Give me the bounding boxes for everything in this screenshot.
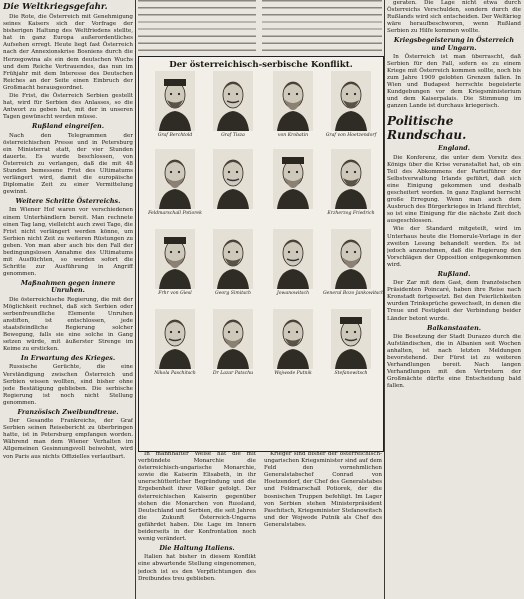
article-paragraph: Der Zar mit dem Gast, dem französischen Präsidenten Poincaré, haben ihre Reise nach Kronstadt fortgesetzt. Bei den Feierlichkeiten wurden Trinksprüche gewechselt, in denen die Treue und Festigkeit der Verbindung beider Länder betont wurde.	[387, 280, 521, 322]
subheading: Rußland eingreifen.	[32, 122, 104, 131]
lower-left-column	[138, 451, 256, 599]
portrait	[265, 71, 321, 143]
portrait	[265, 149, 321, 221]
portrait-image	[331, 149, 371, 209]
portrait-caption: Feldmarschall Potiorek	[148, 211, 202, 216]
subheading: Kriegsbegeisterung in Österreich und Ungarn.	[393, 36, 515, 52]
subheading: Balkanstaaten.	[427, 323, 481, 332]
portrait	[205, 149, 261, 221]
portrait-image	[155, 229, 195, 289]
subheading: Weitere Schritte Österreichs.	[15, 197, 121, 206]
portrait-caption: Georg Simitsch	[215, 291, 251, 296]
portrait-caption: Graf Berchtold	[157, 133, 193, 138]
portrait-image	[213, 309, 253, 369]
article-paragraph: In mannhafter Weise hat die mit verbündete Monarchie die österreichisch-ungarische Monarchie, sowie die Kaiserin Elisabeth, in ihr unerschütterlicher Begründung und die Ergebenheit ihrer Völker gefolgt. Der österreichischen Kaiserin gegenüber stehen die Monarchen von Russland, Deutschland und Serbien, die seit Jahren die Zukunft Österreich-Ungarns gefährdet haben. Die Lage im Innern beiderseits in der Konfrontation noch wenig verändert.	[138, 451, 256, 543]
lower-right-column	[264, 451, 382, 599]
article-paragraph: Die Rote, die Österreich mit Genehmigung seines Kaisers sich der Vorfrage der bisherigen Haltung des Weltfriedens stellte, hat in ganz Europa außerordentliches Aufsehen erregt. Heute liegt fast Österreich nach der Annexionskrise Bosniens durch die Herzegowina als ein dem deutschen Wuchs und dem Reiche Vertrauendes, das nun im Frühjahr mit dem Interesse des Deutschen Reiches an der Seite einen Einbruch der Großmacht herausgeordnet.	[3, 14, 133, 91]
portrait-image	[273, 309, 313, 369]
article-paragraph: Die Frist, die Österreich Serbien gestellt hat, wird für Serbien des Anlasses, so die Antwort zu geben hat, mit der in unseren Tagen gewünscht werden müsse.	[3, 93, 133, 121]
article-paragraph: Die österreichische Regierung, die mit der Möglichkeit rechnet, daß sich Serbien oder serbenfreundliche Elemente Unruhen anstiften, ist entschlossen, jede staatsfeindliche Regierung solcher Bewegung, falls sie eine solche in Gang setzen würde, mit äußerster Strenge im Keime zu ersticken.	[3, 296, 133, 353]
portrait-image	[273, 229, 313, 289]
portrait	[147, 149, 203, 221]
portrait-panel	[138, 56, 384, 452]
article-paragraph: Die Konferenz, die unter dem Vorsitz des Königs über die Krise veranstaltet hat, ob ein Teil des Abkommens der Parteiführer der Selbstverwaltung Irlands geführt, daß sich eine Einigung gekommen und deshalb gescheitert worden. In ganz England herrscht große Erregung. Wenn man auch dem Ausbruch des Bürgerkrieges in Irland fürchtet, so ist eine Einigung für die nächste Zeit doch ausgeschlossen.	[387, 154, 521, 225]
column-1	[3, 0, 133, 599]
portrait	[147, 309, 203, 381]
subheading: Rußland.	[437, 270, 471, 278]
column-3-top	[262, 0, 382, 54]
portrait	[205, 229, 261, 301]
column-4	[387, 0, 521, 599]
portrait	[147, 71, 203, 143]
portrait-image	[213, 229, 253, 289]
portrait-caption: Wojwode Putnik	[274, 371, 312, 376]
lower-middle-text	[138, 451, 382, 599]
subheading: England.	[438, 144, 470, 153]
column-rule	[384, 0, 385, 599]
subheading-italien: Die Haltung Italiens.	[159, 544, 235, 553]
portrait-image	[273, 71, 313, 131]
portrait	[323, 309, 379, 381]
article-paragraph: Italien hat bisher in diesem Konflikt eine abwartende Stellung eingenommen, jedoch ist es den Verpflichtungen des Dreibundes treu geblieben.	[138, 554, 256, 582]
article-paragraph: Russische Gerüchte, die eine Verständigung zwischen Österreich und Serbien wissen wollten, sind bisher ohne jede Bestätigung geblieben. Die serbische Regierung ist noch nicht Stellung genommen.	[3, 364, 133, 406]
portrait-image	[331, 71, 371, 131]
article-paragraph: In Österreich ist man überrascht, daß Serbien für den Fall, sofern es zu einem Kriege mit Österreich kommen sollte, noch bis zum Jahre 1909 gelobten Grenzen fallen. In Wien und Budapest herrschte begeisterte Kundgebungen vor dem Kriegsministerium und dem Kaiserpalais. Die Stimmung im ganzen Lande ist durchaus kriegerisch.	[387, 53, 521, 110]
portrait-caption: Graf von Hoetzendorf	[325, 133, 377, 138]
portrait	[265, 229, 321, 301]
portrait	[323, 229, 384, 301]
portrait-caption: Graf Tisza	[221, 133, 245, 138]
portrait-image	[155, 71, 195, 131]
article-paragraph: Wie der Standard mitgeteilt, wird im Unterhaus heute die Homerule-Vorlage in der zweiten Lesung behandelt werden. Es ist jedoch anzunehmen, daß die Regierung den Vorschlägen der Opposition entgegenkommen wird.	[387, 226, 521, 268]
portrait-caption: Dr Lazar Patschu	[212, 371, 254, 376]
portrait-caption: Nikola Paschitsch	[154, 371, 196, 376]
article-paragraph: Krieger sind bisher der österreichisch-ungarischen Kriegsminister sind auf dem Feld den vornehmlichen Generalstabschef Conrad von Hoetzendorf, der Chef des Generalstabes und Feldmarschall Potiorek, der die bosnischen Truppen befehligt. Im Lager von Serbien stehen Ministerpräsident Paschitsch, Kriegsminister Stefanowitsch und der Wojwode Putnik als Chef des Generalstabes.	[264, 451, 382, 528]
column-rule	[135, 0, 136, 599]
portrait-caption: Erzherzog Friedrich	[327, 211, 375, 216]
portrait-caption: General Bozo Jankowitsch	[323, 291, 384, 296]
headline-weltkriegsgefahr: Die Weltkriegsgefahr.	[3, 2, 108, 12]
portrait-caption: Jowanowitsch	[276, 291, 310, 296]
headline-politische-rundschau: Politische Rundschau.	[387, 114, 467, 143]
text-lines	[262, 0, 382, 54]
article-paragraph: Die Besetzung der Stadt Durazzo durch die Aufständischen, die in Albanien seit Wochen anhalten, ist nach letzten Meldungen bevorstehend. Der Fürst ist zu weiteren Verhandlungen bereit. Nach langen Verhandlungen mit den Vertretern der Großmächte dürfte eine Entscheidung bald fallen.	[387, 333, 521, 390]
portrait-caption: von Krobatin	[277, 133, 309, 138]
subheading: Französisch Zweibundtreue.	[17, 407, 119, 416]
portrait-image	[155, 149, 195, 209]
portrait	[323, 149, 379, 221]
subheading: In Erwartung des Krieges.	[20, 354, 116, 363]
article-paragraph: Im Wiener Hof waren vor verschiedenen einem Unterhändlern bereit. Man rechnete einen Tag lang, vielleicht auch zwei Tage, die Frist nicht verlängert werden könne, um Serbien nicht Zeit zu weiteren Rüstungen zu geben. Von man aber auch bis den Fall der bedingungslosen Annahme des Ultimatums mit Ausflüchten, so werden sofort die Schritte zur Ausführung in Angriff genommen.	[3, 207, 133, 278]
text-lines	[138, 0, 256, 54]
panel-title: Der österreichisch-serbische Konflikt.	[169, 60, 353, 70]
portrait	[205, 71, 261, 143]
portrait	[265, 309, 321, 381]
portrait-caption: Stefanowitsch	[334, 371, 368, 376]
portrait-image	[331, 229, 371, 289]
portrait-caption: Frhr von Giesl	[158, 291, 192, 296]
column-2-top	[138, 0, 256, 54]
portrait	[147, 229, 203, 301]
portrait-image	[155, 309, 195, 369]
article-paragraph: Der Gesandte Frankreichs, der Graf Serbien seinen Reisebericht zu überbringen hatte, ist in Petersburg empfangen worden. Während man dem Wiener Verhalten im Allgemeinen Gesinnungsvoll beiwohnt, wird von Paris aus nichts Offizielles verlautbart.	[3, 418, 133, 460]
article-paragraph: geraten. Die Lage nicht etwa durch Österreichs Verschulden, sondern durch die Rußlands wird sich entscheiden. Der Weltkrieg wäre heraufbeschworen, wenn Rußland Serbien zu Hilfe kommen wollte.	[387, 0, 521, 35]
article-paragraph: Nach den Telegrammen der österreichischen Presse und in Petersburg ein Ministerrat statt, der vier Stunden dauerte. Es wurde beschlossen, von Österreich zu verlangen, daß die mit 48 Stunden bemessene Frist des Ultimatums verlängert wird, damit die europäische Diplomatie Zeit zu einer Vermittelung gewinnt.	[3, 132, 133, 196]
portrait	[205, 309, 261, 381]
portrait-image	[213, 71, 253, 131]
subheading: Maßnahmen gegen innere Unruhen.	[20, 279, 116, 295]
portrait	[323, 71, 379, 143]
portrait-image	[331, 309, 371, 369]
